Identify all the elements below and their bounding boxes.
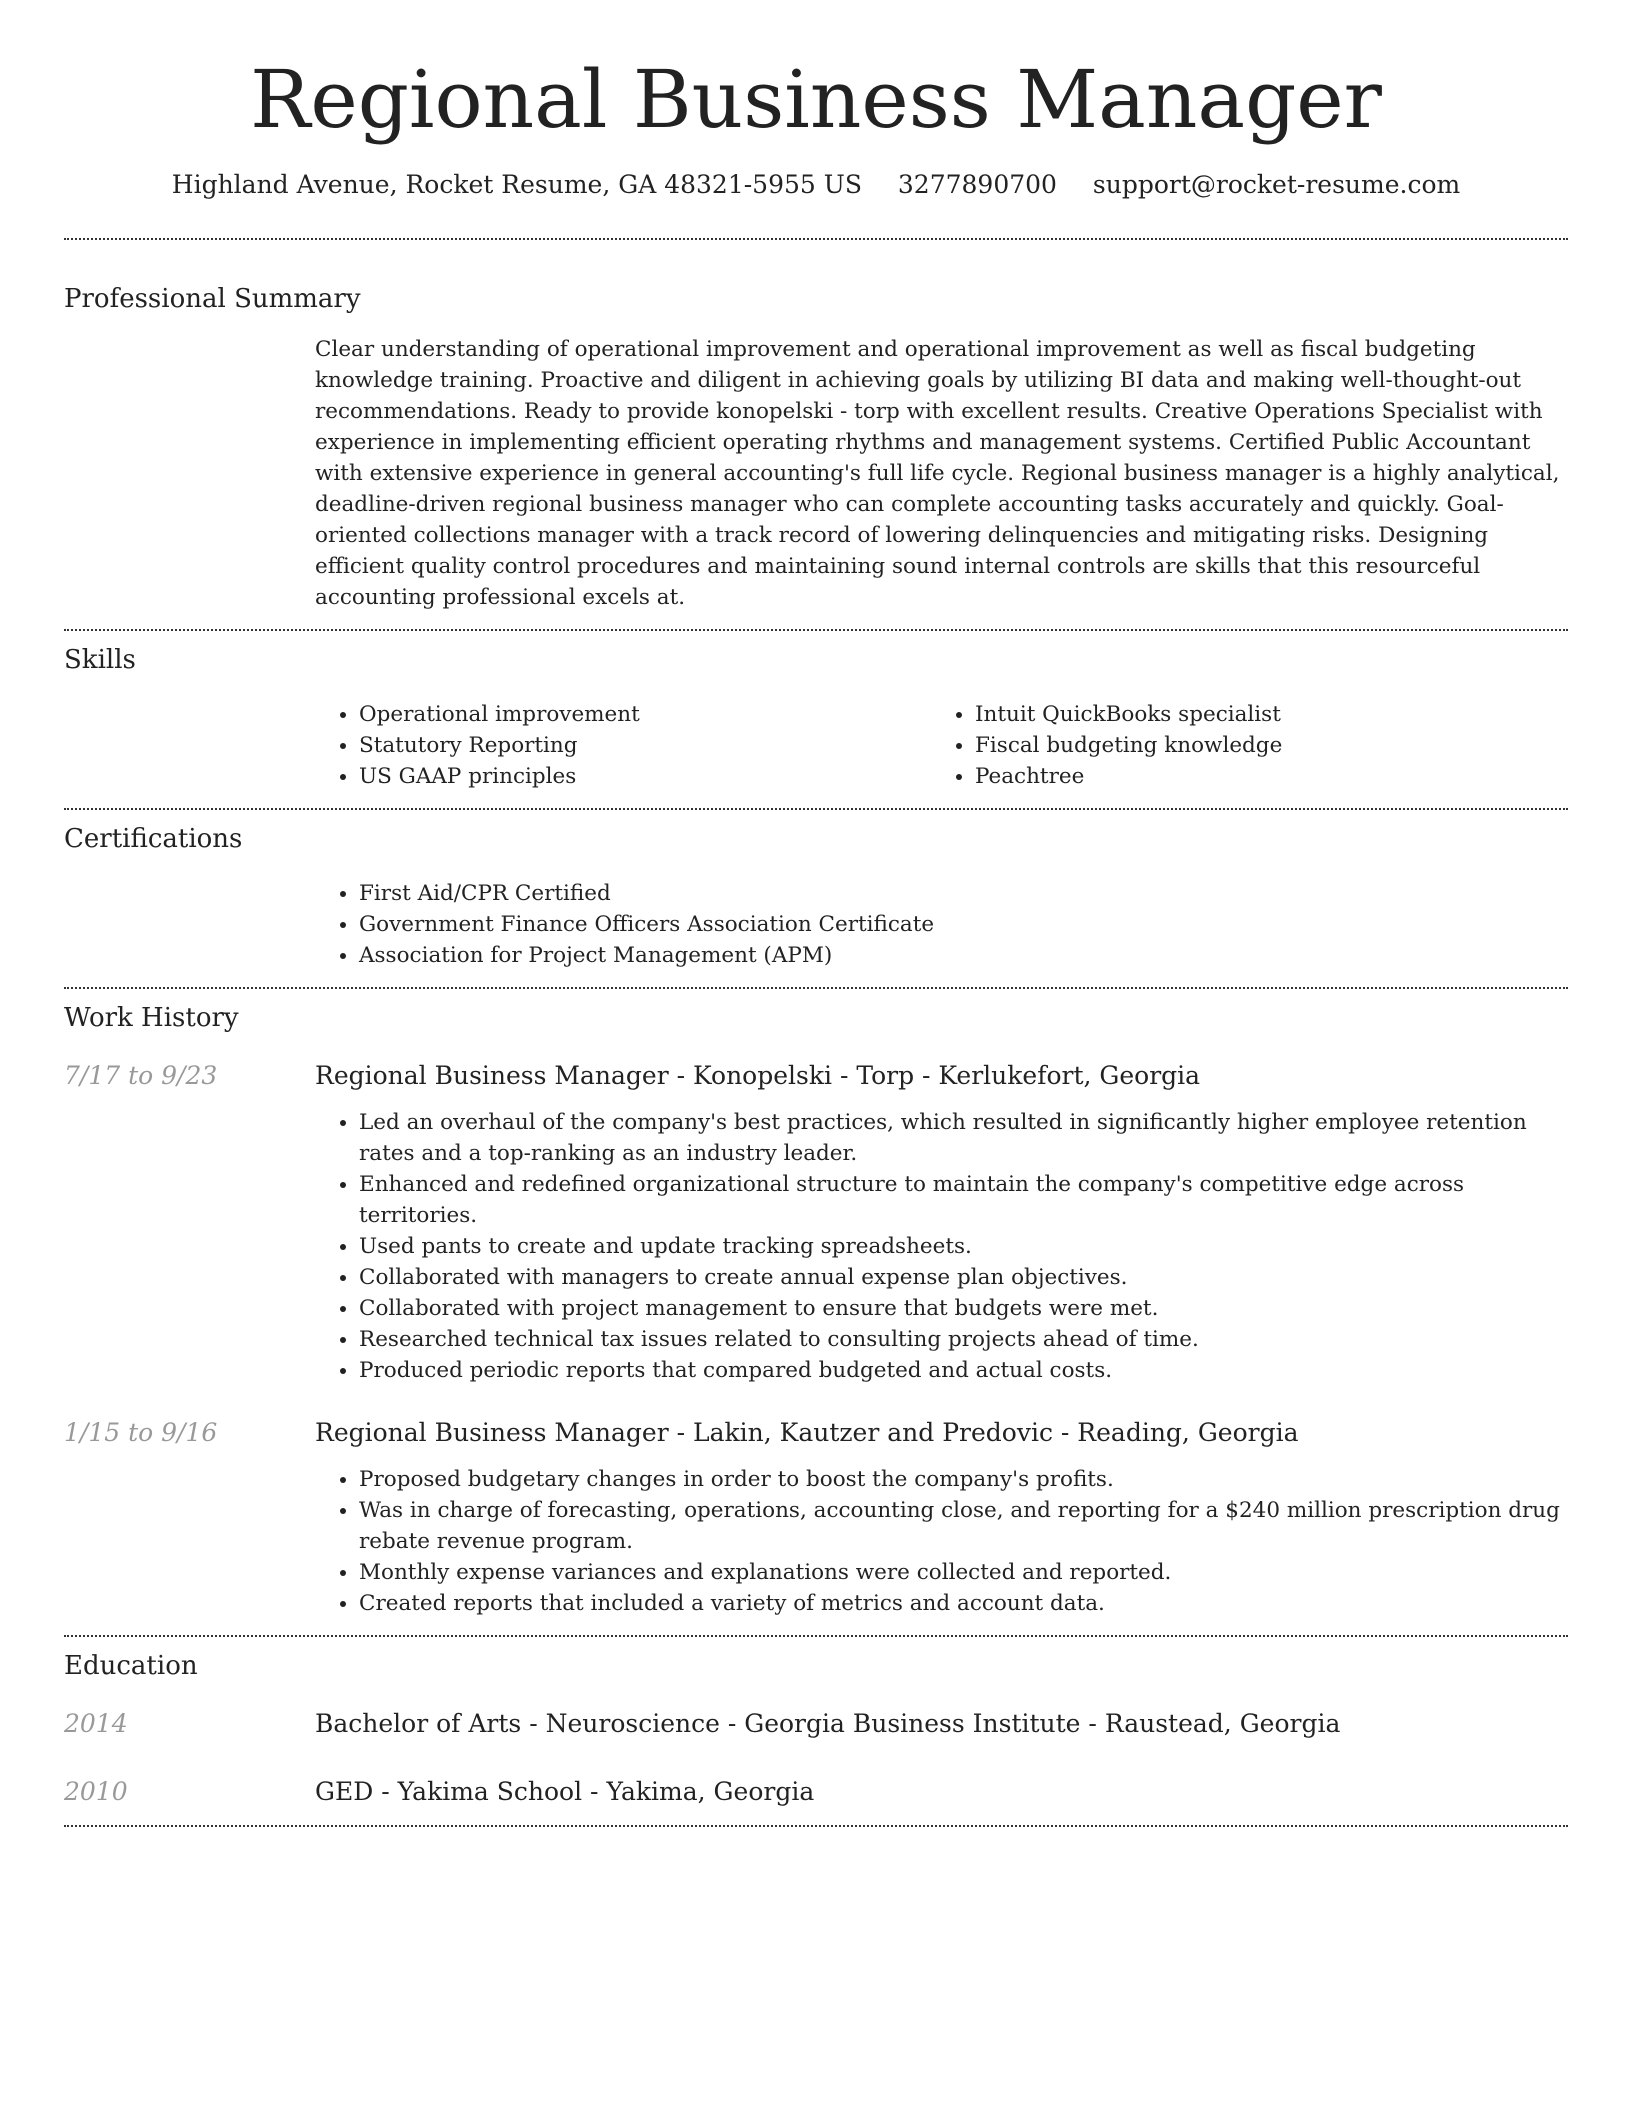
skills-list-right bbox=[931, 699, 1547, 792]
job-bullets bbox=[315, 1464, 1568, 1619]
contact-phone: 3277890700 bbox=[897, 170, 1057, 199]
divider bbox=[64, 808, 1568, 810]
education-year: 2010 bbox=[64, 1777, 128, 1806]
summary-text: Clear understanding of operational improvement and operational improvement as well as fiscal budgeting knowledge training. Proactive and diligent in achieving goals by utilizing BI data and making well-thought-out recommendations. Ready to provide konopelski - torp with excellent results. Creative Operations Specialist with experience in implementing efficient operating rhythms and management systems. Certified Public Accountant with extensive experience in general accounting's full life cycle. Regional business manager is a highly analytical, deadline-driven regional business manager who can complete accounting tasks accurately and quickly. Goal-oriented collections manager with a track record of lowering delinquencies and mitigating risks. Designing efficient quality control procedures and maintaining sound internal controls are skills that this resourceful accounting professional excels at. bbox=[315, 337, 1560, 610]
skills-list-left bbox=[315, 699, 931, 792]
education-entry bbox=[64, 1707, 1568, 1741]
education-heading: GED - Yakima School - Yakima, Georgia bbox=[315, 1777, 815, 1806]
certifications-list bbox=[315, 878, 1568, 971]
job-bullet: • Led an overhaul of the company's best practices, which resulted in significantly higher employee retention rates and a top-ranking as an industry leader. bbox=[359, 1107, 1568, 1169]
divider bbox=[64, 987, 1568, 989]
job-bullets-block bbox=[315, 1107, 1568, 1386]
job-entry bbox=[64, 1059, 1568, 1093]
job-bullets bbox=[315, 1107, 1568, 1386]
skill-item: • US GAAP principles bbox=[359, 761, 931, 792]
skills-grid bbox=[315, 699, 1568, 792]
contact-address: Highland Avenue, Rocket Resume, GA 48321-5955 US bbox=[171, 170, 862, 199]
education-heading: Bachelor of Arts - Neuroscience - Georgia Business Institute - Raustead, Georgia bbox=[315, 1709, 1341, 1738]
certifications-block bbox=[315, 878, 1568, 971]
job-bullet: • Created reports that included a variety of metrics and account data. bbox=[359, 1588, 1568, 1619]
job-dates: 7/17 to 9/23 bbox=[64, 1061, 218, 1090]
job-bullets-block bbox=[315, 1464, 1568, 1619]
skill-item: • Operational improvement bbox=[359, 699, 931, 730]
skill-item: • Peachtree bbox=[975, 761, 1547, 792]
section-title-work-history: Work History bbox=[64, 1003, 239, 1033]
section-title-education: Education bbox=[64, 1651, 198, 1681]
skill-item: • Fiscal budgeting knowledge bbox=[975, 730, 1547, 761]
skill-item: • Intuit QuickBooks specialist bbox=[975, 699, 1547, 730]
resume-name: Regional Business Manager bbox=[250, 53, 1382, 146]
job-heading: Regional Business Manager - Konopelski - Torp - Kerlukefort, Georgia bbox=[315, 1061, 1201, 1090]
education-entry bbox=[64, 1775, 1568, 1809]
job-heading: Regional Business Manager - Lakin, Kautzer and Predovic - Reading, Georgia bbox=[315, 1418, 1299, 1447]
divider bbox=[64, 1635, 1568, 1637]
contact-email: support@rocket-resume.com bbox=[1092, 170, 1461, 199]
contact-line bbox=[64, 168, 1568, 202]
education-year: 2014 bbox=[64, 1709, 128, 1738]
job-bullet: • Collaborated with managers to create annual expense plan objectives. bbox=[359, 1262, 1568, 1293]
certification-item: • First Aid/CPR Certified bbox=[359, 878, 1568, 909]
job-bullet: • Used pants to create and update tracking spreadsheets. bbox=[359, 1231, 1568, 1262]
job-bullet: • Produced periodic reports that compared budgeted and actual costs. bbox=[359, 1355, 1568, 1386]
job-bullet: • Was in charge of forecasting, operations, accounting close, and reporting for a $240 million prescription drug rebate revenue program. bbox=[359, 1495, 1568, 1557]
divider bbox=[64, 238, 1568, 240]
divider bbox=[64, 629, 1568, 631]
job-dates: 1/15 to 9/16 bbox=[64, 1418, 218, 1447]
skills-block bbox=[315, 699, 1568, 792]
certification-item: • Government Finance Officers Association Certificate bbox=[359, 909, 1568, 940]
job-entry bbox=[64, 1416, 1568, 1450]
job-bullet: • Enhanced and redefined organizational structure to maintain the company's competitive edge across territories. bbox=[359, 1169, 1568, 1231]
resume-page bbox=[64, 0, 1568, 1827]
job-bullet: • Proposed budgetary changes in order to boost the company's profits. bbox=[359, 1464, 1568, 1495]
section-title-summary: Professional Summary bbox=[64, 284, 361, 314]
skill-item: • Statutory Reporting bbox=[359, 730, 931, 761]
section-title-certifications: Certifications bbox=[64, 824, 243, 854]
job-bullet: • Researched technical tax issues related to consulting projects ahead of time. bbox=[359, 1324, 1568, 1355]
job-bullet: • Monthly expense variances and explanations were collected and reported. bbox=[359, 1557, 1568, 1588]
certification-item: • Association for Project Management (APM) bbox=[359, 940, 1568, 971]
divider bbox=[64, 1825, 1568, 1827]
job-bullet: • Collaborated with project management to ensure that budgets were met. bbox=[359, 1293, 1568, 1324]
section-title-skills: Skills bbox=[64, 645, 136, 675]
